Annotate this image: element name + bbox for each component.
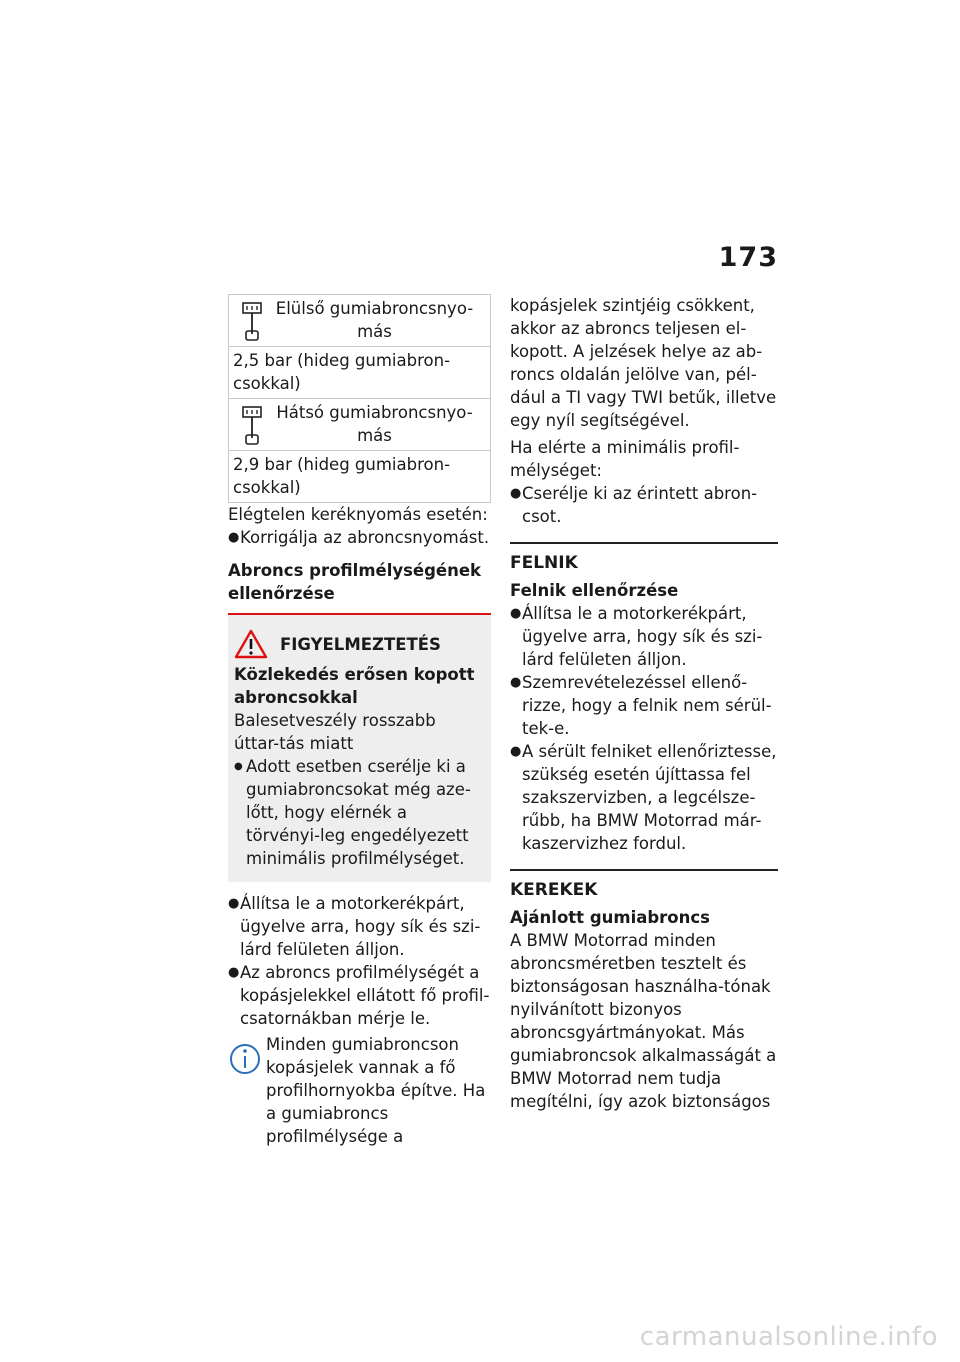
- tire-pressure-icon: [233, 301, 271, 343]
- left-column: [228, 294, 491, 1148]
- list-item: [228, 892, 491, 961]
- list-item: [510, 740, 778, 855]
- rear-pressure-header: [229, 399, 490, 451]
- info-note: [228, 1033, 491, 1148]
- warning-triangle-icon: [234, 629, 268, 659]
- rim-bullet: A sérült felniket ellenőriztesse, szükség esetén újíttassa fel szakszervizben, a legcélsze-rűbb, ha BMW Motorrad már-kaszervizhez fordul.: [522, 742, 777, 853]
- correct-pressure-bullet: Korrigálja az abroncsnyomást.: [240, 528, 490, 547]
- list-item: [228, 961, 491, 1030]
- bullet-dot: ●: [510, 675, 522, 690]
- bullet-dot: ●: [228, 530, 240, 545]
- list-item: [510, 602, 778, 671]
- bullet-dot: ●: [510, 486, 522, 501]
- rear-pressure-value: 2,9 bar (hideg gumiabron-csokkal): [233, 455, 451, 497]
- rim-section-title: FELNIK: [510, 553, 578, 573]
- list-item: [228, 526, 491, 549]
- tire-pressure-icon: [233, 405, 271, 447]
- measure-bullet: Az abroncs profilmélységét a kopásjelekkel ellátott fő profil-csatornákban mérje le.: [240, 963, 490, 1028]
- profile-heading: Abroncs profilmélységének ellenőrzése: [228, 561, 482, 603]
- watermark: carmanualsonline.info: [639, 1322, 938, 1352]
- right-column: [510, 294, 778, 1113]
- wheels-text: A BMW Motorrad minden abroncsméretben tesztelt és biztonságosan használha-tónak nyilvánított bizonyos abroncsgyártmányokat. Más gumiabroncsok alkalmasságát a BMW Motorrad nem tudja megítélni, így azok biztonságos: [510, 931, 777, 1111]
- rear-pressure-row: [229, 451, 490, 503]
- info-icon: [228, 1039, 262, 1079]
- bullet-dot: ●: [510, 744, 522, 759]
- list-item: [510, 482, 778, 528]
- page-number: 173: [718, 242, 778, 273]
- rim-heading: Felnik ellenőrzése: [510, 581, 679, 600]
- warning-subtitle: Közlekedés erősen kopott abroncsokkal: [234, 665, 475, 707]
- warning-box: [228, 613, 491, 882]
- rim-section: [510, 542, 778, 575]
- bullet-dot: ●: [228, 965, 240, 980]
- wheels-section: [510, 869, 778, 902]
- bullet-dot: ●: [510, 606, 522, 621]
- stand-bullet: Állítsa le a motorkerékpárt, ügyelve arra, hogy sík és szi-lárd felületen álljon.: [240, 894, 481, 959]
- rear-pressure-title: Hátsó gumiabroncsnyo-más: [276, 403, 473, 445]
- replace-bullet: Cserélje ki az érintett abron-csot.: [522, 484, 758, 526]
- list-item: [510, 671, 778, 740]
- front-pressure-value: 2,5 bar (hideg gumiabron-csokkal): [233, 351, 451, 393]
- rim-bullet: Szemrevételezéssel ellenő-rizze, hogy a felnik nem sérül-tek-e.: [522, 673, 772, 738]
- warning-bullet: Adott esetben cserélje ki a gumiabroncsokat még aze-lőtt, hogy elérnék a törvényi-leg engedélyezett minimális profilmélységet.: [246, 757, 471, 868]
- front-pressure-row: [229, 347, 490, 399]
- bullet-dot: ●: [228, 896, 240, 911]
- min-reached-text: Ha elérte a minimális profil-mélységet:: [510, 438, 740, 480]
- rim-bullet: Állítsa le a motorkerékpárt, ügyelve arra, hogy sík és szi-lárd felületen álljon.: [522, 604, 763, 669]
- wheels-heading: Ajánlott gumiabroncs: [510, 908, 710, 927]
- front-pressure-title: Elülső gumiabroncsnyo-más: [275, 299, 474, 341]
- list-item: [234, 755, 483, 870]
- warning-header: [234, 629, 483, 659]
- info-text: Minden gumiabroncson kopásjelek vannak a fő profilhornyokba építve. Ha a gumiabroncs profilmélysége a: [266, 1035, 486, 1146]
- continued-text: kopásjelek szintjéig csökkent, akkor az abroncs teljesen el-kopott. A jelzések helye az ab-roncs oldalán jelölve van, pél-dául a TI vagy TWI betűk, illetve egy nyíl segítségével.: [510, 296, 777, 430]
- insufficient-pressure-text: Elégtelen keréknyomás esetén:: [228, 505, 488, 524]
- front-pressure-header: [229, 295, 490, 347]
- bullet-dot: ●: [234, 761, 243, 772]
- pressure-table: [228, 294, 491, 503]
- wheels-section-title: KEREKEK: [510, 880, 598, 900]
- warning-text: Balesetveszély rosszabb úttar-tás miatt: [234, 711, 436, 753]
- warning-title: FIGYELMEZTETÉS: [280, 634, 441, 654]
